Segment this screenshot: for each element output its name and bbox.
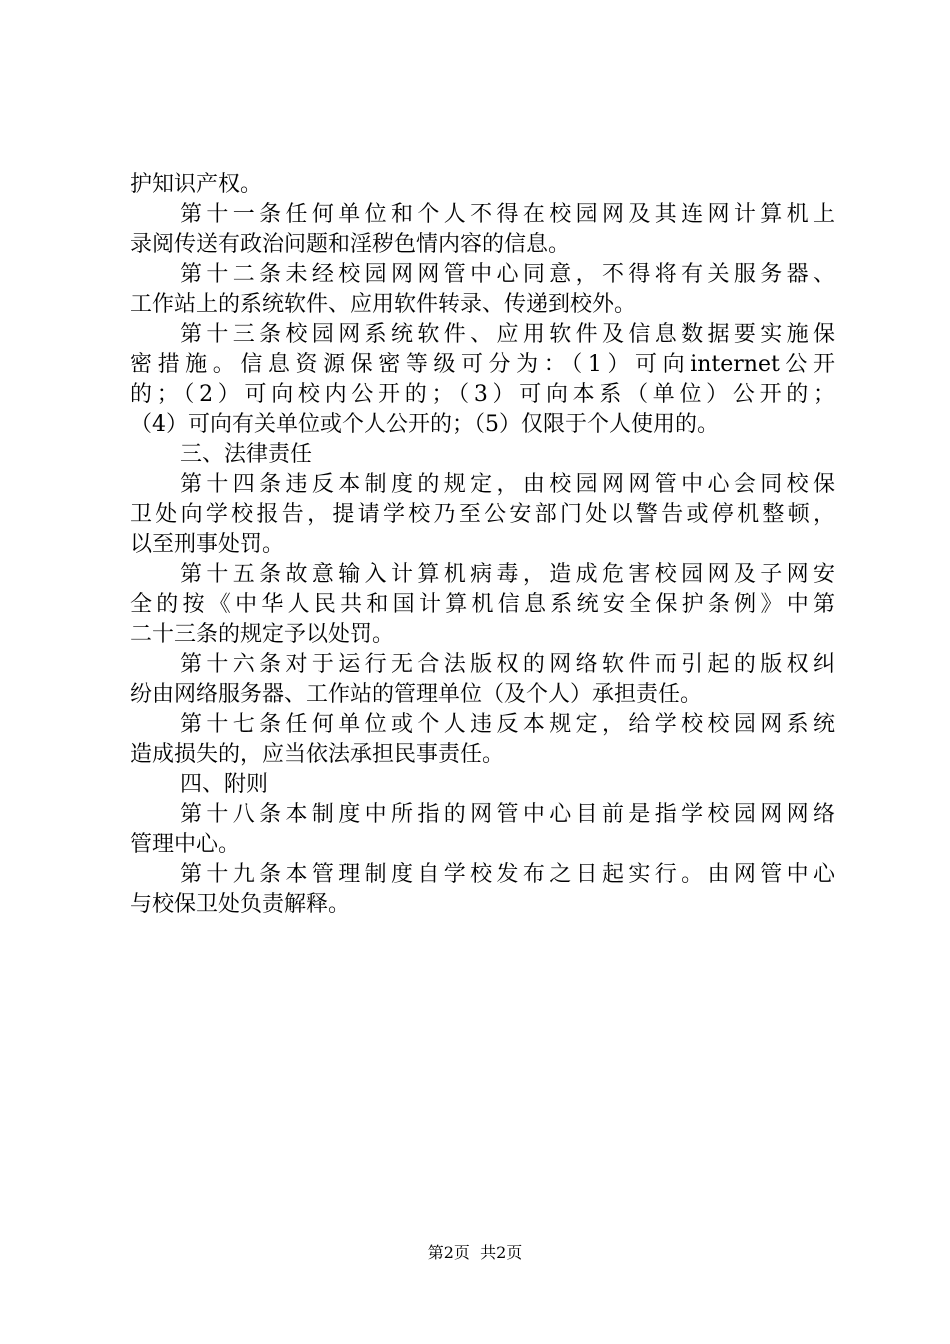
text-line: 密措施。信息资源保密等级可分为：（1）可向internet公开 [130,352,835,377]
text-line: 与校保卫处负责解释。 [130,892,351,917]
text-line: 第十八条本制度中所指的网管中心目前是指学校园网网络 [180,802,835,827]
text-line: 第十四条违反本制度的规定，由校园网网管中心会同校保 [180,472,835,497]
text-line: 纷由网络服务器、工作站的管理单位（及个人）承担责任。 [130,682,703,707]
text-line: 管理中心。 [130,832,241,857]
text-line: 第十五条故意输入计算机病毒，造成危害校园网及子网安 [180,562,835,587]
text-line: 第十三条校园网系统软件、应用软件及信息数据要实施保 [180,322,835,347]
text-line: 四、附则 [180,772,269,797]
text-line: 第十七条任何单位或个人违反本规定，给学校校园网系统 [180,712,835,737]
text-line: 卫处向学校报告，提请学校乃至公安部门处以警告或停机整顿， [130,502,835,527]
text-line: 三、法律责任 [180,442,313,467]
text-line: 工作站上的系统软件、应用软件转录、传递到校外。 [130,292,637,317]
document-body [130,170,835,920]
page-footer [0,1242,950,1264]
text-line: 护知识产权。 [130,172,263,197]
text-line: 二十三条的规定予以处罚。 [130,622,395,647]
text-line: 第十九条本管理制度自学校发布之日起实行。由网管中心 [180,862,835,887]
text-line: 以至刑事处罚。 [130,532,285,557]
text-line: 录阅传送有政治问题和淫秽色情内容的信息。 [130,232,571,257]
text-line: 全的按《中华人民共和国计算机信息系统安全保护条例》中第 [130,592,835,617]
text-line: 造成损失的，应当依法承担民事责任。 [130,742,505,767]
text-line: （4）可向有关单位或个人公开的；（5）仅限于个人使用的。 [130,412,719,437]
text-line: 第十六条对于运行无合法版权的网络软件而引起的版权纠 [180,652,835,677]
total-pages: 共2页 [480,1243,523,1262]
text-line: 的；（2）可向校内公开的；（3）可向本系（单位）公开的； [130,382,835,407]
text-line: 第十一条任何单位和个人不得在校园网及其连网计算机上 [180,202,835,227]
page-number: 第2页 [427,1243,470,1262]
text-line: 第十二条未经校园网网管中心同意，不得将有关服务器、 [180,262,835,287]
